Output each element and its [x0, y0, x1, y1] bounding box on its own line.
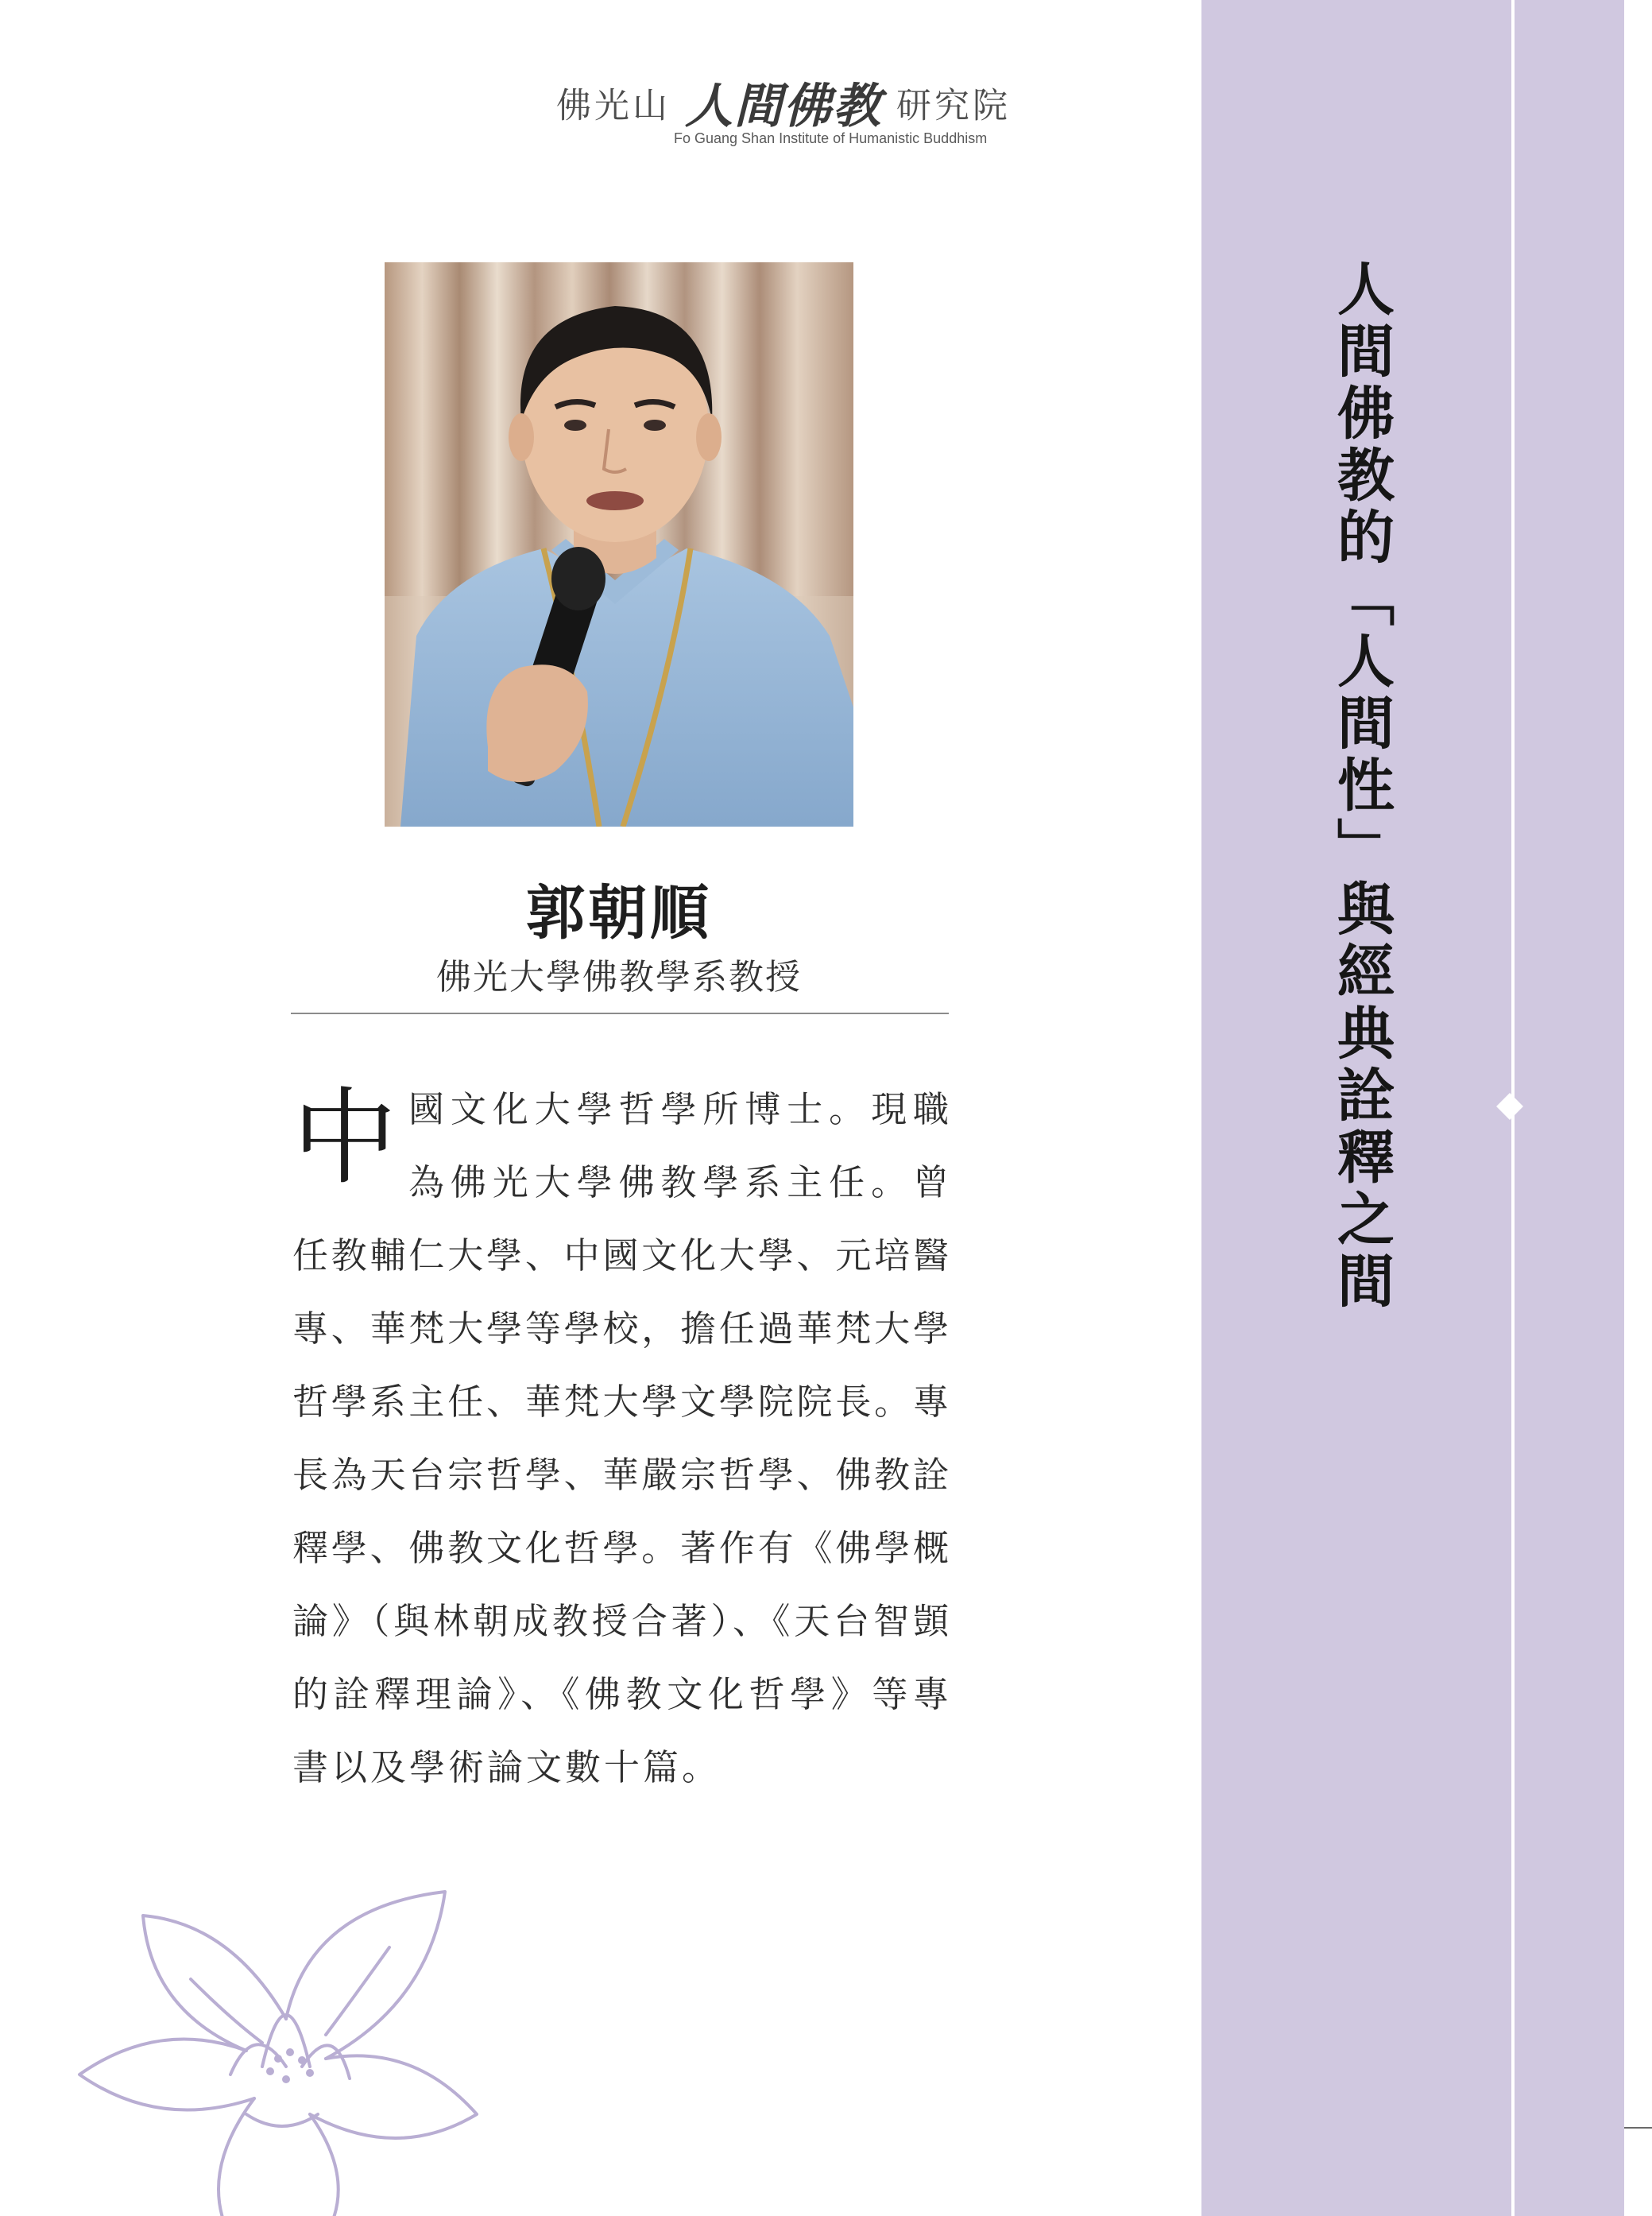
bio-line: 論》（與林朝成教授合著）、《天台智顗 — [292, 1600, 949, 1642]
bio-line: 的詮釋理論》、《佛教文化哲學》等專 — [292, 1673, 949, 1715]
lotus-flower-icon — [72, 1876, 501, 2216]
institute-suffix: 研究院 — [896, 85, 1011, 126]
person-position: 佛光大學佛教學系教授 — [436, 957, 802, 998]
institute-header — [556, 62, 1081, 157]
bio-line: 哲學系主任、華梵大學文學院院長。專 — [292, 1381, 949, 1423]
name-divider — [291, 1013, 949, 1014]
page-edge-tick — [1624, 2127, 1652, 2129]
bio-line: 任教輔仁大學、中國文化大學、元培醫 — [292, 1234, 949, 1277]
person-name: 郭朝順 — [526, 879, 712, 947]
portrait-illustration — [385, 262, 853, 827]
bio-line: 專、華梵大學等學校，擔任過華梵大學 — [292, 1308, 949, 1350]
bio-line: 長為天台宗哲學、華嚴宗哲學、佛教詮 — [292, 1454, 949, 1496]
institute-prefix: 佛光山 — [556, 85, 671, 126]
institute-script-logo: 人間佛教 — [685, 78, 882, 134]
article-title-vertical: 人間佛教的「人間性」與經典詮釋之間 — [1328, 259, 1395, 1313]
portrait-photo — [385, 262, 853, 827]
side-band — [1201, 0, 1624, 2216]
drop-cap: 中 — [292, 1077, 397, 1199]
biography — [292, 1073, 949, 1804]
bio-line: 國文化大學哲學所博士。現職 — [408, 1088, 949, 1130]
bio-line: 釋學、佛教文化哲學。著作有《佛學概 — [292, 1527, 949, 1569]
bio-line: 書以及學術論文數十篇。 — [292, 1746, 722, 1788]
bio-line: 為佛光大學佛教學系主任。曾 — [408, 1161, 949, 1203]
institute-english-name: Fo Guang Shan Institute of Humanistic Buddhism — [674, 130, 988, 146]
